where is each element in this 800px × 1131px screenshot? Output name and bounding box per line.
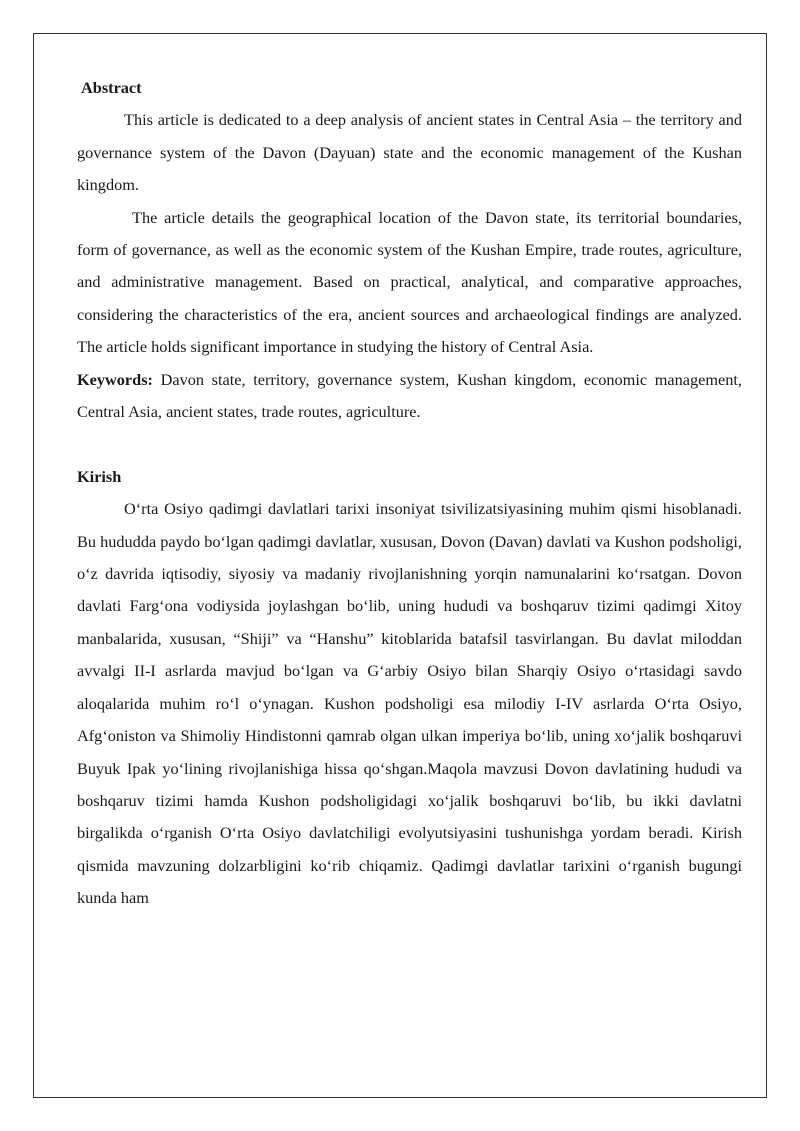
keywords-paragraph xyxy=(77,364,742,429)
abstract-paragraph-2: The article details the geographical location of the Davon state, its territorial boundaries, form of governance, as well as the economic system of the Kushan Empire, trade routes, agriculture, and administrative management. Based on practical, analytical, and comparative approaches, considering the characteristics of the era, ancient sources and archaeological findings are analyzed. The article holds significant importance in studying the history of Central Asia. xyxy=(77,207,742,357)
keywords-text: Davon state, territory, governance system, Kushan kingdom, economic management, Central Asia, ancient states, trade routes, agriculture. xyxy=(77,369,742,422)
abstract-paragraph-1: This article is dedicated to a deep analysis of ancient states in Central Asia – the territory and governance system of the Davon (Dayuan) state and the economic management of the Kushan kingdom. xyxy=(77,110,742,195)
keywords-label: Keywords: xyxy=(77,369,153,389)
section-spacer xyxy=(77,428,742,460)
introduction-paragraph: O‘rta Osiyo qadimgi davlatlari tarixi insoniyat tsivilizatsiyasining muhim qismi hisoblanadi. Bu hududda paydo bo‘lgan qadimgi davlatlar, xususan, Dovon (Davan) davlati va Kushon podsholigi, o‘z davrida iqtisodiy, siyosiy va madaniy rivojlanishning yorqin namunalarini ko‘rsatgan. Dovon davlati Farg‘ona vodiysida joylashgan bo‘lib, uning hududi va boshqaruv tizimi qadimgi Xitoy manbalarida, xususan, “Shiji” va “Hanshu” kitoblarida batafsil tasvirlangan. Bu davlat miloddan avvalgi II-I asrlarda mavjud bo‘lgan va G‘arbiy Osiyo bilan Sharqiy Osiyo o‘rtasidagi savdo aloqalarida muhim ro‘l o‘ynagan. Kushon podsholigi esa milodiy I-IV asrlarda O‘rta Osiyo, Afg‘oniston va Shimoliy Hindistonni qamrab olgan ulkan imperiya bo‘lib, uning xo‘jalik boshqaruvi Buyuk Ipak yo‘lining rivojlanishiga hissa qo‘shgan.Maqola mavzusi Dovon davlatining hududi va boshqaruv tizimi hamda Kushon podsholigidagi xo‘jalik boshqaruvi bo‘lib, bu ikki davlatni birgalikda o‘rganish O‘rta Osiyo davlatchiligi evolyutsiyasini tushunishga yordam beradi. Kirish qismida mavzuning dolzarbligini ko‘rib chiqamiz. Qadimgi davlatlar tarixini o‘rganish bugungi kunda ham xyxy=(77,499,742,908)
introduction-heading: Kirish xyxy=(77,466,122,486)
document-body xyxy=(77,72,742,915)
abstract-heading: Abstract xyxy=(81,78,142,97)
